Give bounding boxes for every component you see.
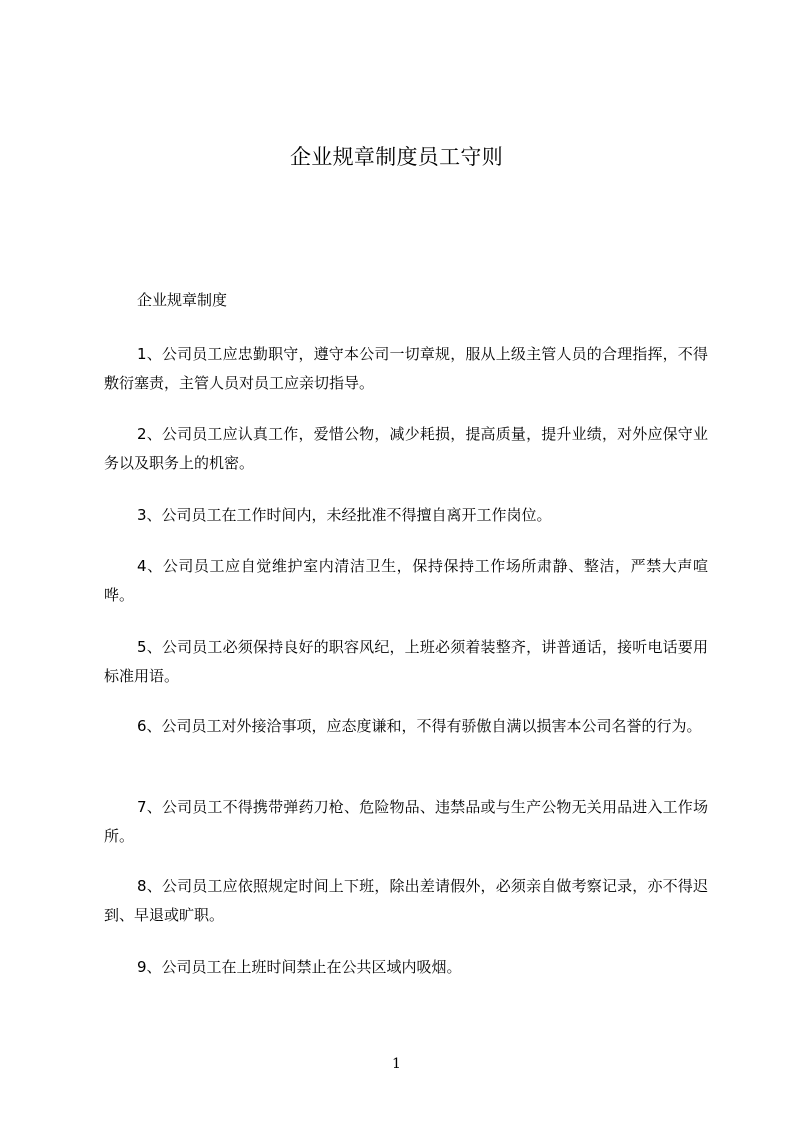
rule-item-2: 2、公司员工应认真工作，爱惜公物，减少耗损，提高质量，提升业绩，对外应保守业务以及职务上的机密。 (104, 425, 708, 472)
document-title: 企业规章制度员工守则 (290, 145, 503, 169)
rule-item-4: 4、公司员工应自觉维护室内清洁卫生，保持保持工作场所肃静、整洁，严禁大声喧哗。 (104, 557, 708, 604)
rule-item-6: 6、公司员工对外接洽事项，应态度谦和，不得有骄傲自满以损害本公司名誉的行为。 (137, 717, 702, 735)
rule-item-7: 7、公司员工不得携带弹药刀枪、危险物品、违禁品或与生产公物无关用品进入工作场所。 (104, 798, 708, 845)
rule-item-3: 3、公司员工在工作时间内，未经批准不得擅自离开工作岗位。 (137, 506, 552, 524)
section-heading: 企业规章制度 (137, 291, 228, 309)
rule-item-9: 9、公司员工在上班时间禁止在公共区域内吸烟。 (137, 958, 462, 976)
rule-item-1: 1、公司员工应忠勤职守，遵守本公司一切章规，服从上级主管人员的合理指挥，不得敷衍塞责，主管人员对员工应亲切指导。 (104, 345, 708, 392)
rule-item-5: 5、公司员工必须保持良好的职容风纪，上班必须着装整齐，讲普通话，接听电话要用标准用语。 (104, 638, 708, 685)
rule-item-8: 8、公司员工应依照规定时间上下班，除出差请假外，必须亲自做考察记录，亦不得迟到、早退或旷职。 (104, 877, 708, 924)
page-number: 1 (392, 1056, 401, 1072)
